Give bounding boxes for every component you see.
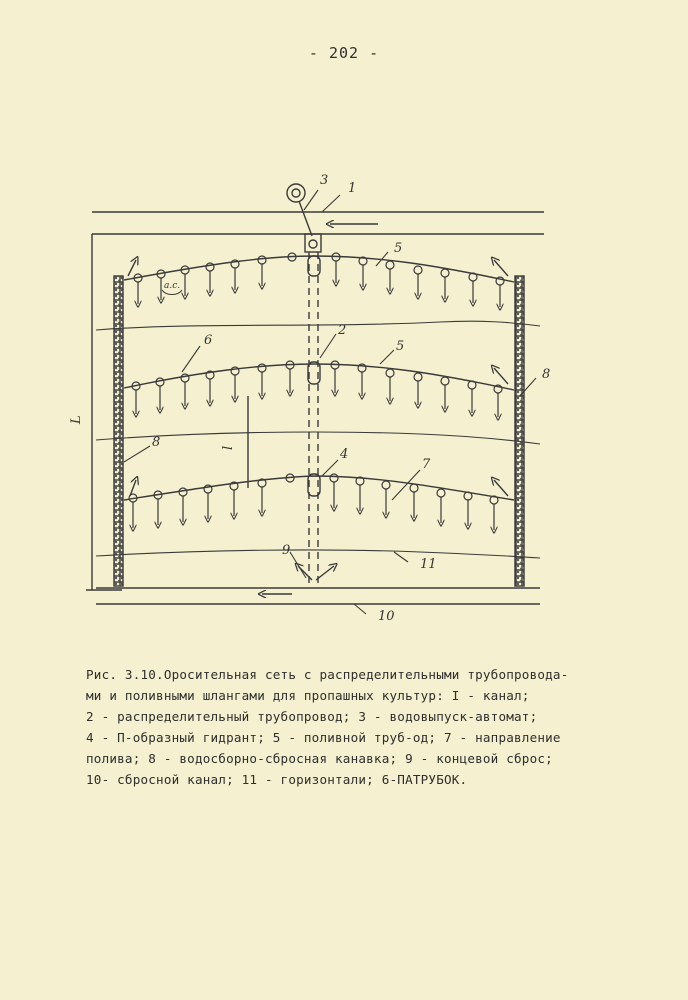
label-1: 1	[348, 181, 357, 196]
pipe-row-top	[124, 253, 514, 307]
label-7: 7	[422, 457, 431, 472]
pipe-row-middle	[124, 361, 514, 417]
label-5a: 5	[394, 241, 403, 256]
caption-line: 2 - распределительный трубопровод; 3 - водовыпуск-автомат;	[86, 709, 538, 724]
pipe-row-bottom	[124, 474, 514, 530]
label-5b: 5	[396, 339, 405, 354]
label-11: 11	[420, 557, 437, 572]
drain-ditch-right	[515, 276, 524, 586]
label-L: L	[69, 415, 84, 424]
caption-line: полива; 8 - водосборно-сбросная канавка; 9 - концевой сброс;	[86, 751, 553, 766]
label-hose-spacing: a.c.	[164, 281, 181, 291]
label-6: 6	[204, 333, 213, 348]
distribution-pipe	[309, 252, 318, 585]
drain-ditch-left	[114, 276, 123, 586]
label-8-left: 8	[152, 435, 161, 450]
label-8-right: 8	[542, 367, 551, 382]
figure-caption	[86, 664, 646, 790]
caption-line: 10- сбросной канал; 11 - горизонтали; 6-ПАТРУБОК.	[86, 772, 468, 787]
label-3: 3	[320, 173, 329, 188]
caption-line: Рис. 3.10.Оросительная сеть с распределительными трубопровода-	[86, 667, 569, 682]
label-2: 2	[338, 323, 347, 338]
water-outlet	[287, 184, 321, 252]
discharge-canal	[96, 588, 540, 604]
label-9: 9	[282, 543, 291, 558]
label-4: 4	[340, 447, 349, 462]
label-l: l	[221, 445, 236, 450]
label-10: 10	[378, 609, 395, 624]
canal	[92, 212, 544, 234]
page-number: - 202 -	[308, 44, 380, 62]
caption-line: ми и поливными шлангами для пропашных культур: I - канал;	[86, 688, 530, 703]
caption-line: 4 - П-образный гидрант; 5 - поливной труб-од; 7 - направление	[86, 730, 561, 745]
